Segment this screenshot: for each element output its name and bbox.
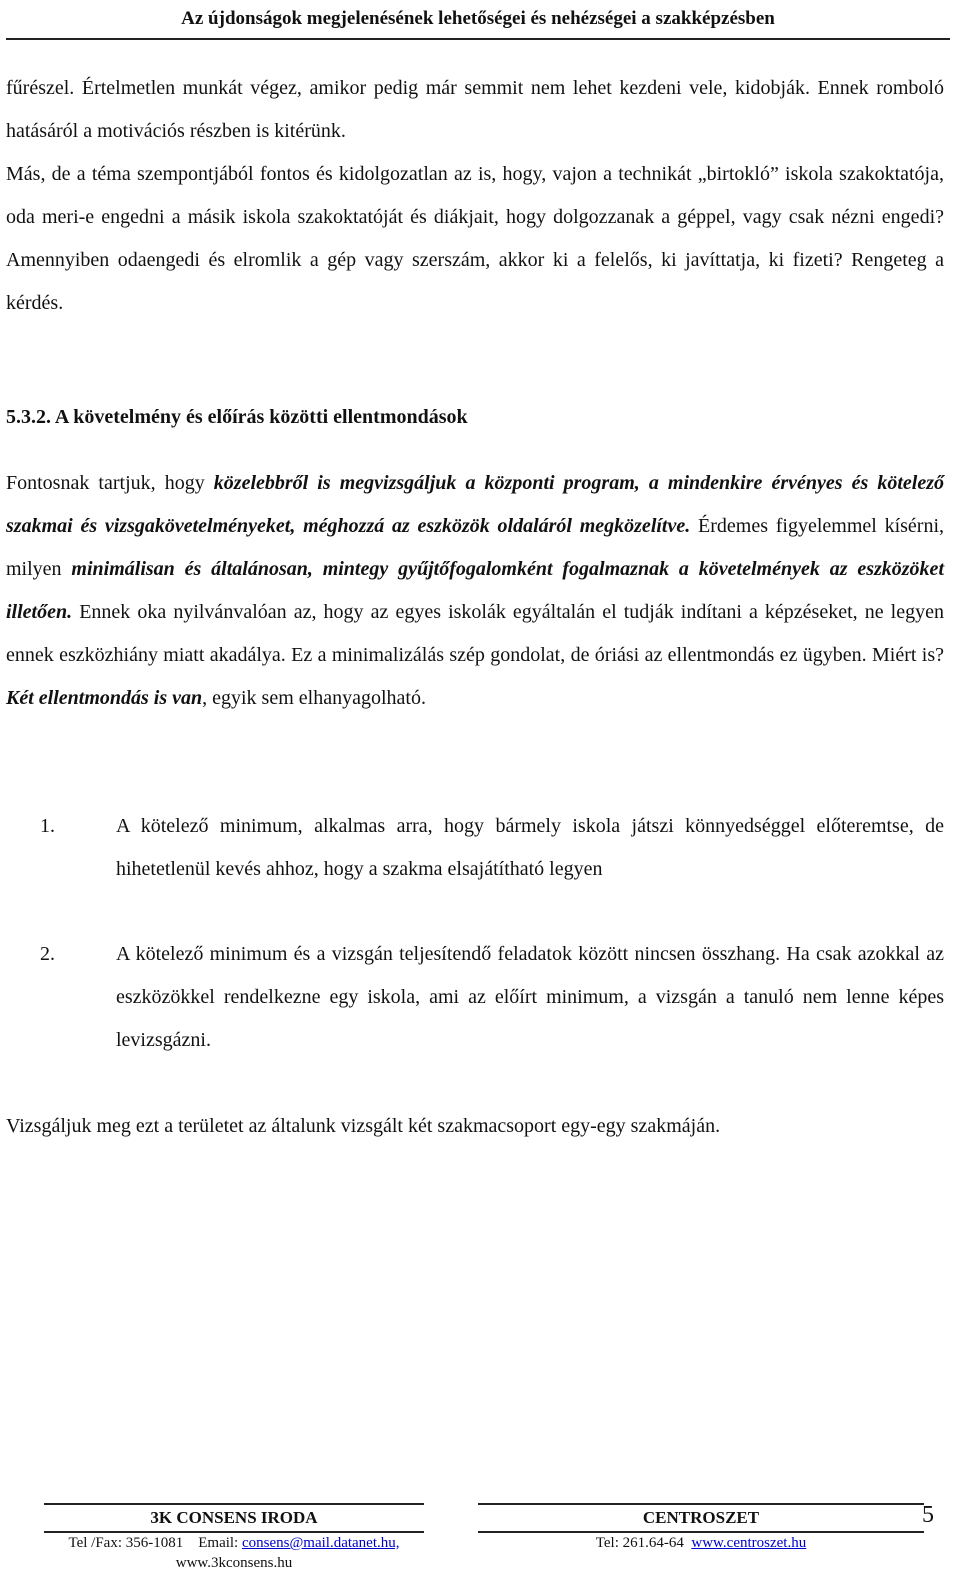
running-header (6, 4, 950, 40)
footer-right (478, 1503, 924, 1553)
list-item-number: 1. (40, 815, 55, 837)
footer-right-title: CENTROSZET (478, 1503, 924, 1533)
header-title: Az újdonságok megjelenésének lehetőségei és nehézségei a szakképzésben (181, 8, 775, 29)
footer-left-title: 3K CONSENS IRODA (44, 1503, 424, 1533)
p3-emphasis-3: Két ellentmondás is van (6, 687, 203, 709)
paragraph-3 (6, 462, 944, 720)
p3-text-4: , egyik sem elhanyagolható. (202, 687, 426, 709)
footer-left-contact (44, 1533, 424, 1553)
footer-left (44, 1503, 424, 1573)
paragraph-2: Más, de a téma szempontjából fontos és kidolgozatlan az is, hogy, vajon a technikát „birtokló” iskola szakoktatója, oda meri-e engedni a másik iskola szakoktatóját és diákjait, hogy dolgozzanak a géppel, vagy csak nézni engedi? Amennyiben odaengedi és elromlik a gép vagy szerszám, akkor ki a felelős, ki javíttatja, ki fizeti? Rengeteg a kérdés. (6, 163, 944, 314)
list-item: A kötelező minimum és a vizsgán teljesítendő feladatok között nincsen összhang. Ha csak azokkal az eszközökkel rendelkezne egy iskola, ami az előírt minimum, a vizsgán a tanuló nem lenne képes levizsgázni. (116, 943, 944, 1051)
footer-left-tel: Tel /Fax: 356-1081 Email: (68, 1535, 242, 1551)
p3-emphasis-1: közelebbről is megvizsgáljuk a központi program, a mindenkire érvényes és kötelező szakmai és vizsgakövetelményeket, méghozzá az eszközök oldaláról megközelítve. (6, 472, 944, 537)
p3-text-1: Fontosnak tartjuk, hogy (6, 472, 214, 494)
p3-text-3: Ennek oka nyilvánvalóan az, hogy az egyes iskolák egyáltalán el tudják indítani a képzéseket, ne legyen ennek eszközhiány miatt akadálya. Ez a minimalizálás szép gondolat, de óriási az ellentmondás ez ügyben. Miért is? (6, 601, 944, 666)
email-link[interactable]: consens@mail.datanet.hu, (241, 1535, 400, 1551)
footer-right-contact (478, 1533, 924, 1553)
paragraph-4: Vizsgáljuk meg ezt a területet az általunk vizsgált két szakmacsoport egy-egy szakmáján. (6, 1115, 721, 1137)
p3-emphasis-2: minimálisan és általánosan, mintegy gyűjtőfogalomként fogalmaznak a követelmények az eszközöket illetően. (6, 558, 944, 623)
page-number: 5 (922, 1502, 934, 1528)
footer-right-tel: Tel: 261.64-64 (595, 1535, 692, 1551)
p3-text-2: Érdemes figyelemmel kísérni, milyen (6, 515, 945, 580)
footer-left-web[interactable]: www.3kconsens.hu (175, 1555, 293, 1571)
paragraph-1: fűrészel. Értelmetlen munkát végez, amikor pedig már semmit nem lehet kezdeni vele, kidobják. Ennek romboló hatásáról a motivációs részben is kitérünk. (6, 77, 944, 142)
web-link[interactable]: www.centroszet.hu (691, 1535, 807, 1551)
list-item: A kötelező minimum, alkalmas arra, hogy bármely iskola játszi könnyedséggel előteremtse, de hihetetlenül kevés ahhoz, hogy a szakma elsajátítható legyen (116, 815, 944, 880)
section-heading: 5.3.2. A követelmény és előírás közötti ellentmondások (6, 406, 468, 428)
list-item-number: 2. (40, 943, 55, 965)
